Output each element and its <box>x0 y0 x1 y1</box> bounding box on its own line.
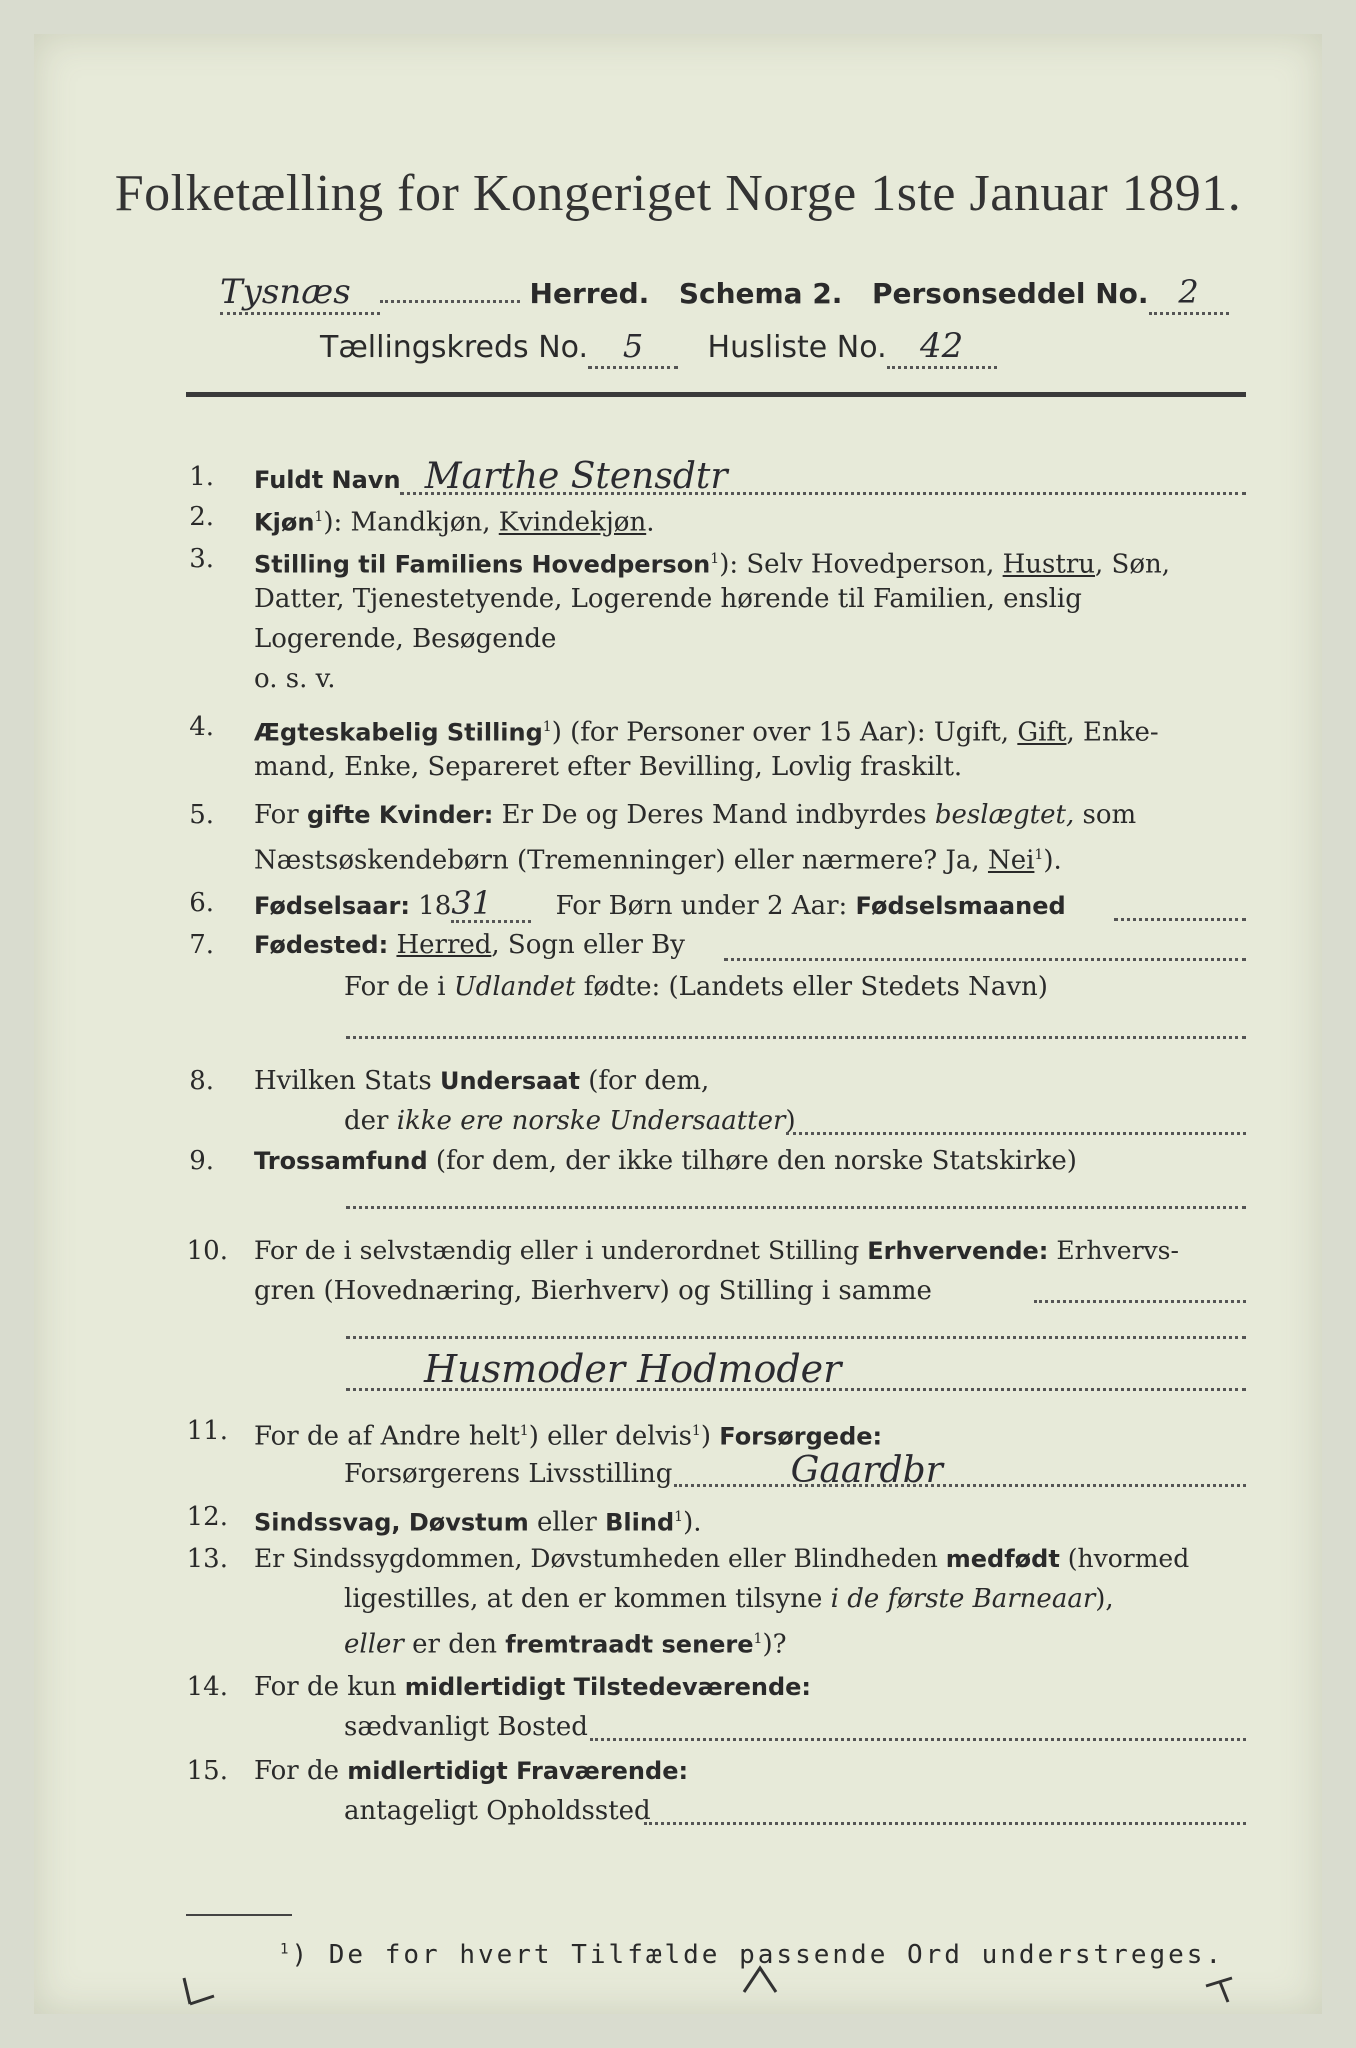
field-13-row <box>254 1542 1189 1576</box>
congenital-line2-a: ligestilles, at den er kommen tilsyne <box>344 1584 831 1614</box>
married-women-text-b: Er De og Deres Mand indbyrdes <box>493 800 935 830</box>
supported-text-b: ) eller delvis <box>528 1421 692 1452</box>
field-10-line-2: gren (Hovednæring, Bierhverv) og Stilling i samme <box>254 1276 932 1306</box>
kreds-label: Tællingskreds No. <box>320 330 588 365</box>
family-position-text-b: , Søn, <box>1095 549 1171 580</box>
field-12-number: 12. <box>186 1502 228 1532</box>
religion-dotted-line <box>346 1206 1246 1209</box>
congenital-text-a: Er Sindssygdommen, Døvstumheden eller Blindheden <box>254 1544 946 1573</box>
temporary-absent-text: For de <box>254 1756 348 1786</box>
husliste-value: 42 <box>887 326 997 369</box>
footnote-mark: 1 <box>314 509 324 525</box>
field-14-row <box>254 1670 811 1704</box>
field-5-number: 5. <box>189 800 214 830</box>
footnote-sup: 1 <box>280 1941 292 1958</box>
marital-status-selected: Gift <box>1017 717 1067 748</box>
provider-occupation-label: Forsørgerens Livsstilling <box>344 1459 673 1489</box>
field-9-number: 9. <box>189 1146 214 1176</box>
field-13-number: 13. <box>186 1544 228 1574</box>
temporary-present-label: midlertidigt Tilstedeværende: <box>404 1673 812 1701</box>
usual-residence-dotted-line <box>590 1738 1246 1741</box>
field-13-line-3: eller er den fremtraadt senere$^1$)? <box>344 1629 787 1660</box>
citizenship-dotted-line <box>786 1132 1246 1135</box>
field-8-row <box>254 1064 709 1098</box>
citizenship-line2-b: ) <box>785 1106 796 1136</box>
later-onset-label: fremtraadt senere <box>505 1630 754 1659</box>
field-7-number: 7. <box>189 930 214 960</box>
relatives-selected: Nei <box>987 845 1035 876</box>
congenital-line2-italic: i de første Barneaar <box>830 1584 1096 1614</box>
family-position-selected: Hustru <box>1002 549 1096 580</box>
schema-label: Schema 2. <box>678 277 843 310</box>
birth-year-value: 31 <box>451 886 531 923</box>
kreds-value: 5 <box>588 326 678 369</box>
congenital-label: medfødt <box>945 1545 1060 1573</box>
birth-month-dotted-line <box>1114 918 1246 921</box>
occupation-dotted-line-3 <box>346 1388 1246 1391</box>
occupation-value: Husmoder Hodmoder <box>424 1347 842 1391</box>
field-9-row <box>254 1144 1077 1178</box>
husliste-label: Husliste No. <box>707 330 887 365</box>
field-8-line-2 <box>344 1104 796 1138</box>
disability-label: Sindssvag, Døvstum <box>254 1508 529 1537</box>
herred-line <box>220 272 1229 315</box>
field-15-line-2: antageligt Opholdssted <box>344 1796 651 1826</box>
married-women-text-a: For <box>254 800 307 830</box>
field-11-row: For de af Andre helt$^1$) eller delvis$^1$) Forsørgede: <box>254 1421 883 1452</box>
temporary-absent-label: midlertidigt Fraværende: <box>347 1757 689 1785</box>
field-5-line-2: Næstsøskendebørn (Tremenninger) eller nærmere? Ja, Nei$^1$). <box>254 845 1062 876</box>
birthplace-dotted-line <box>724 958 1246 961</box>
congenital-line3-italic: eller <box>344 1629 404 1660</box>
disability-text: eller <box>528 1507 606 1538</box>
field-3-row: Stilling til Familiens Hovedperson$^1$): Selv Hovedperson, Hustru, Søn, <box>254 549 1171 580</box>
occupation-text-b: Erhvervs- <box>1048 1236 1179 1265</box>
field-3-line-2: Datter, Tjenestetyende, Logerende hørende til Familien, enslig <box>254 584 1082 614</box>
field-14-number: 14. <box>186 1672 228 1702</box>
herred-label: Herred. <box>529 277 650 310</box>
birthplace-label: Fødested: <box>254 931 389 959</box>
field-1-number: 1. <box>189 462 214 492</box>
field-2-number: 2. <box>189 502 214 532</box>
occupation-text-a: For de i selvstændig eller i underordnet Stilling <box>254 1236 868 1265</box>
provider-occupation-value: Gaardbr <box>790 1450 943 1491</box>
footnote-divider <box>186 1914 292 1916</box>
birthplace-selected: Herred <box>396 930 492 960</box>
family-position-text-a: ): Selv Hovedperson, <box>719 549 1003 580</box>
abroad-text-b: fødte: (Landets eller Stedets Navn) <box>575 972 1048 1002</box>
gender-label: Kjøn <box>254 508 315 537</box>
field-4-row: Ægteskabelig Stilling$^1$) (for Personer over 15 Aar): Ugift, Gift, Enke- <box>254 717 1159 748</box>
abroad-italic: Udlandet <box>453 972 576 1002</box>
field-10-number: 10. <box>186 1236 228 1266</box>
supported-text-a: For de af Andre helt <box>254 1421 520 1452</box>
footnote-text: ) De for hvert Tilfælde passende Ord understreges. <box>291 1940 1225 1970</box>
congenital-line3-b: )? <box>762 1629 787 1660</box>
supported-label: Forsørgede: <box>719 1422 883 1451</box>
full-name-value: Marthe Stensdtr <box>424 456 728 497</box>
field-6-number: 6. <box>189 888 214 918</box>
field-4-line-2: mand, Enke, Separeret efter Bevilling, Lovlig fraskilt. <box>254 752 963 782</box>
abroad-text-a: For de i <box>344 972 454 1002</box>
citizenship-line2-italic: ikke ere norske Undersaatter <box>396 1106 786 1136</box>
disability-end: ). <box>683 1507 702 1538</box>
field-3-number: 3. <box>189 544 214 574</box>
field-15-row <box>254 1754 688 1788</box>
field-3-line-3: Logerende, Besøgende <box>254 624 557 654</box>
field-14-line-2: sædvanligt Bosted <box>344 1712 588 1742</box>
congenital-line3-a: er den <box>403 1629 506 1660</box>
occupation-dotted-line-1 <box>1034 1300 1246 1303</box>
relatives-question: Næstsøskendebørn (Tremenninger) eller nærmere? Ja, <box>254 845 988 876</box>
field-12-row: Sindssvag, Døvstum eller Blind$^1$). <box>254 1507 702 1538</box>
corner-mark-right-icon <box>1198 1964 1238 2004</box>
field-5-row <box>254 798 1136 832</box>
corner-mark-icon <box>180 1970 220 2010</box>
abroad-dotted-line <box>346 1036 1246 1039</box>
herred-value: Tysnæs <box>220 272 380 315</box>
marital-status-text-a: ) (for Personer over 15 Aar): Ugift, <box>551 717 1018 748</box>
field-7-line-2 <box>344 970 1048 1004</box>
field-13-line-2 <box>344 1582 1114 1616</box>
birth-year-prefix: 18 <box>410 891 452 921</box>
marital-status-text-b: , Enke- <box>1066 717 1159 748</box>
personseddel-label: Personseddel No. <box>871 277 1149 310</box>
field-7-row <box>254 928 685 962</box>
field-2-row: Kjøn$^1$): Mandkjøn, Kvindekjøn. <box>254 507 655 538</box>
family-position-label: Stilling til Familiens Hovedperson <box>254 550 711 579</box>
married-women-label: gifte Kvinder: <box>306 801 494 829</box>
citizenship-text-a: Hvilken Stats <box>254 1066 440 1096</box>
congenital-line2-b: ), <box>1095 1584 1114 1614</box>
kreds-line <box>320 326 997 369</box>
citizenship-label: Undersaat <box>439 1067 580 1095</box>
gender-selected-value: Kvindekjøn <box>498 507 647 538</box>
citizenship-line2-a: der <box>344 1106 397 1136</box>
full-name-label: Fuldt Navn <box>254 466 401 494</box>
gender-text-a: ): Mandkjøn, <box>323 507 499 538</box>
field-4-number: 4. <box>189 712 214 742</box>
occupation-label: Erhvervende: <box>867 1237 1049 1265</box>
census-form-sheet <box>34 34 1322 2014</box>
center-mark-icon <box>740 1958 780 1998</box>
citizenship-text-b: (for dem, <box>579 1066 710 1096</box>
religion-label: Trossamfund <box>254 1147 428 1175</box>
field-3-line-4: o. s. v. <box>254 664 336 694</box>
field-11-number: 11. <box>186 1416 228 1446</box>
field-15-number: 15. <box>186 1756 228 1786</box>
occupation-dotted-line-2 <box>346 1336 1246 1339</box>
temporary-present-text: For de kun <box>254 1672 405 1702</box>
field-10-row <box>254 1234 1179 1268</box>
birth-month-label: Fødselsmaaned <box>855 892 1066 920</box>
married-women-text-c: som <box>1074 800 1137 830</box>
field-6-row <box>254 886 1066 923</box>
full-name-dotted-line <box>400 492 1246 495</box>
relatives-end: ). <box>1043 845 1062 876</box>
congenital-text-b: (hvormed <box>1059 1544 1190 1573</box>
married-women-italic: beslægtet, <box>934 800 1075 830</box>
header-divider <box>186 392 1246 397</box>
field-8-number: 8. <box>189 1066 214 1096</box>
personseddel-value: 2 <box>1149 272 1229 315</box>
supported-text-c: ) <box>700 1421 720 1452</box>
presumed-residence-dotted-line <box>644 1822 1246 1825</box>
form-title: Folketælling for Kongeriget Norge 1ste Januar 1891. <box>114 165 1242 222</box>
birthplace-text: , Sogn eller By <box>491 930 685 960</box>
provider-dotted-line <box>674 1484 1246 1487</box>
birth-year-label: Fødselsaar: <box>254 892 410 920</box>
religion-text: (for dem, der ikke tilhøre den norske Statskirke) <box>427 1146 1077 1176</box>
blind-label: Blind <box>605 1508 675 1537</box>
marital-status-label: Ægteskabelig Stilling <box>254 718 543 747</box>
birth-month-text: For Børn under 2 Aar: <box>555 891 856 921</box>
